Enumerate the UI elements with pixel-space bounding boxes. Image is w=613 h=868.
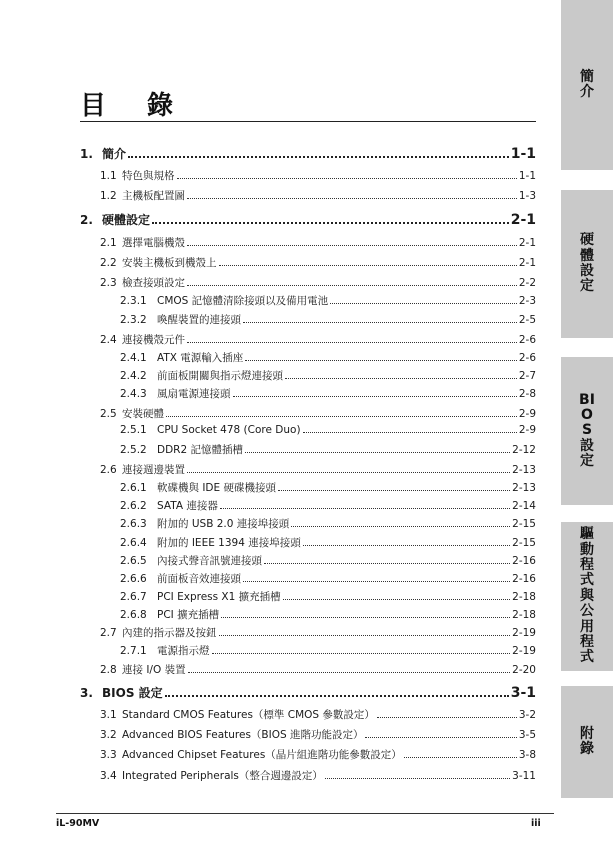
chapter-tab-label: 硬體設定 bbox=[580, 232, 594, 295]
toc-entry-title: Advanced Chipset Features（晶片組進階功能參數設定） bbox=[122, 749, 402, 761]
toc-dot-leader bbox=[243, 575, 510, 582]
toc-entry-title: Standard CMOS Features（標準 CMOS 參數設定） bbox=[122, 709, 375, 721]
toc-dot-leader bbox=[325, 772, 510, 779]
toc-entry[interactable] bbox=[120, 535, 536, 550]
toc-entry-page: 2-18 bbox=[512, 609, 536, 621]
toc-dot-leader bbox=[285, 372, 517, 379]
toc-entry-number: 2.6.8 bbox=[120, 609, 147, 621]
toc-entry-page: 2-16 bbox=[512, 555, 536, 567]
chapter-tab-label: 驅動程式與公用程式 bbox=[580, 526, 594, 666]
toc-entry[interactable] bbox=[120, 516, 536, 531]
toc-entry-number: 2.6.3 bbox=[120, 518, 147, 530]
toc-entry-number: 2.6.5 bbox=[120, 555, 147, 567]
toc-entry[interactable] bbox=[100, 625, 536, 640]
toc-entry-title: ATX 電源輸入插座 bbox=[157, 352, 244, 364]
toc-entry-page: 1-3 bbox=[518, 190, 536, 202]
toc-entry-title: Advanced BIOS Features（BIOS 進階功能設定） bbox=[122, 729, 364, 741]
title-divider bbox=[80, 121, 536, 122]
toc-entry[interactable] bbox=[100, 768, 536, 783]
toc-entry-number: 2.5.1 bbox=[120, 424, 147, 436]
toc-entry[interactable] bbox=[120, 589, 536, 604]
toc-dot-leader bbox=[330, 297, 517, 304]
toc-entry-number: 1.1 bbox=[100, 170, 117, 182]
footer-divider bbox=[56, 813, 554, 814]
toc-entry-title: 連接週邊裝置 bbox=[122, 464, 185, 476]
toc-entry[interactable] bbox=[120, 368, 536, 383]
toc-dot-leader bbox=[264, 557, 510, 564]
toc-entry-title: 硬體設定 bbox=[102, 213, 151, 227]
toc-dot-leader bbox=[245, 354, 517, 361]
toc-entry-number: 2.6 bbox=[100, 464, 117, 476]
toc-dot-leader bbox=[291, 520, 510, 527]
toc-entry[interactable] bbox=[120, 424, 536, 436]
toc-entry[interactable] bbox=[120, 312, 536, 327]
toc-entry[interactable] bbox=[100, 255, 536, 270]
chapter-tab-label: 附錄 bbox=[580, 725, 594, 757]
toc-entry-number: 2.7.1 bbox=[120, 645, 147, 657]
toc-entry-number: 3. bbox=[80, 686, 93, 700]
toc-entry-number: 2.4 bbox=[100, 334, 117, 346]
toc-dot-leader bbox=[187, 336, 517, 343]
toc-dot-leader bbox=[219, 629, 511, 636]
toc-entry-number: 2.5 bbox=[100, 408, 117, 420]
toc-entry-page: 2-13 bbox=[512, 482, 536, 494]
toc-dot-leader bbox=[303, 539, 510, 546]
chapter-tab-drivers-utilities[interactable] bbox=[561, 522, 613, 671]
toc-entry-number: 1. bbox=[80, 147, 93, 161]
toc-entry[interactable] bbox=[120, 480, 536, 495]
toc-dot-leader bbox=[404, 751, 517, 758]
toc-entry-number: 2.6.1 bbox=[120, 482, 147, 494]
chapter-tabs bbox=[561, 0, 613, 868]
toc-entry[interactable] bbox=[100, 747, 536, 762]
toc-entry[interactable] bbox=[100, 462, 536, 477]
toc-entry-page: 2-1 bbox=[510, 212, 536, 228]
toc-dot-leader bbox=[377, 711, 517, 718]
toc-entry-number: 2.6.6 bbox=[120, 573, 147, 585]
toc-entry[interactable] bbox=[120, 386, 536, 401]
toc-entry-title: 安裝硬體 bbox=[122, 408, 164, 420]
toc-entry[interactable] bbox=[100, 275, 536, 290]
toc-entry-page: 2-7 bbox=[518, 370, 536, 382]
toc-entry-page: 2-1 bbox=[518, 257, 536, 269]
toc-entry-title: 電源指示燈 bbox=[157, 645, 210, 657]
toc-entry-page: 3-8 bbox=[518, 749, 536, 761]
toc-entry-page: 2-19 bbox=[512, 627, 536, 639]
toc-entry-number: 3.1 bbox=[100, 709, 117, 721]
toc-entry-title: 附加的 USB 2.0 連接埠接頭 bbox=[157, 518, 290, 530]
chapter-tab-appendix[interactable] bbox=[561, 686, 613, 798]
toc-entry-number: 3.2 bbox=[100, 729, 117, 741]
toc-entry-title: 內建的指示器及按鈕 bbox=[122, 627, 217, 639]
toc-entry-title: 特色與規格 bbox=[122, 170, 175, 182]
toc-dot-leader bbox=[283, 593, 511, 600]
toc-entry-number: 3.3 bbox=[100, 749, 117, 761]
toc-entry-number: 2.2 bbox=[100, 257, 117, 269]
toc-entry-title: 選擇電腦機殼 bbox=[122, 237, 185, 249]
toc-entry-title: 軟碟機與 IDE 硬碟機接頭 bbox=[157, 482, 276, 494]
toc-entry-page: 2-16 bbox=[512, 573, 536, 585]
toc-entry[interactable] bbox=[80, 145, 536, 162]
toc-entry-page: 2-19 bbox=[512, 645, 536, 657]
toc-entry-number: 2.6.7 bbox=[120, 591, 147, 603]
toc-entry[interactable] bbox=[100, 707, 536, 722]
toc-entry-page: 2-15 bbox=[512, 518, 536, 530]
toc-entry[interactable] bbox=[100, 188, 536, 203]
toc-entry-page: 2-1 bbox=[518, 237, 536, 249]
toc-entry-title: 附加的 IEEE 1394 連接埠接頭 bbox=[157, 537, 301, 549]
toc-entry-number: 1.2 bbox=[100, 190, 117, 202]
toc-entry-page: 2-2 bbox=[518, 277, 536, 289]
toc-dot-leader bbox=[243, 316, 517, 323]
toc-entry[interactable] bbox=[100, 235, 536, 250]
chapter-tab-hardware-setup[interactable] bbox=[561, 190, 613, 338]
toc-entry-page: 2-12 bbox=[512, 444, 536, 456]
toc-entry-page: 2-20 bbox=[512, 664, 536, 676]
toc-entry[interactable] bbox=[120, 607, 536, 622]
toc-dot-leader bbox=[165, 688, 509, 697]
toc-dot-leader bbox=[177, 172, 517, 179]
toc-entry-title: 前面板開關與指示燈連接頭 bbox=[157, 370, 283, 382]
toc-dot-leader bbox=[166, 410, 517, 417]
toc-entry-title: BIOS 設定 bbox=[102, 686, 163, 700]
page-title: 目 錄 bbox=[80, 91, 190, 121]
toc-entry-number: 2.8 bbox=[100, 664, 117, 676]
toc-entry-page: 2-9 bbox=[518, 424, 536, 436]
toc-entry[interactable] bbox=[120, 553, 536, 568]
toc-entry-page: 3-2 bbox=[518, 709, 536, 721]
toc-entry-number: 2.4.2 bbox=[120, 370, 147, 382]
toc-entry[interactable] bbox=[100, 332, 536, 347]
toc-entry[interactable] bbox=[100, 662, 536, 677]
toc-entry-title: PCI Express X1 擴充插槽 bbox=[157, 591, 281, 603]
toc-entry-title: DDR2 記憶體插槽 bbox=[157, 444, 243, 456]
toc-entry-title: Integrated Peripherals（整合週邊設定） bbox=[122, 770, 323, 782]
footer-model: iL-90MV bbox=[56, 818, 100, 829]
toc-dot-leader bbox=[187, 466, 510, 473]
toc-entry-number: 2.4.3 bbox=[120, 388, 147, 400]
toc-dot-leader bbox=[233, 390, 517, 397]
toc-entry-page: 2-18 bbox=[512, 591, 536, 603]
toc-entry-page: 3-11 bbox=[512, 770, 536, 782]
toc-entry-number: 2.3.1 bbox=[120, 295, 147, 307]
toc-dot-leader bbox=[303, 426, 517, 433]
toc-entry-number: 2.3 bbox=[100, 277, 117, 289]
toc-entry-title: 連接 I/O 裝置 bbox=[122, 664, 186, 676]
toc-entry-title: 安裝主機板到機殼上 bbox=[122, 257, 217, 269]
toc-entry[interactable] bbox=[120, 571, 536, 586]
toc-entry-page: 1-1 bbox=[518, 170, 536, 182]
toc-entry-title: 喚醒裝置的連接頭 bbox=[157, 314, 241, 326]
toc-dot-leader bbox=[220, 502, 510, 509]
footer-page-number: iii bbox=[531, 818, 541, 829]
toc-dot-leader bbox=[188, 666, 511, 673]
chapter-tab-intro[interactable] bbox=[561, 0, 613, 170]
toc-entry-page: 2-6 bbox=[518, 334, 536, 346]
toc-entry-page: 1-1 bbox=[510, 146, 536, 162]
toc-entry-page: 2-6 bbox=[518, 352, 536, 364]
chapter-tab-bios-setup[interactable] bbox=[561, 357, 613, 505]
toc-dot-leader bbox=[212, 647, 511, 654]
toc-entry[interactable] bbox=[120, 350, 536, 365]
toc-entry-page: 2-9 bbox=[518, 408, 536, 420]
toc-entry-title: 主機板配置圖 bbox=[122, 190, 185, 202]
toc-entry[interactable] bbox=[120, 442, 536, 457]
toc-entry-title: 風扇電源連接頭 bbox=[157, 388, 231, 400]
toc-dot-leader bbox=[187, 192, 517, 199]
toc-entry[interactable] bbox=[120, 293, 536, 308]
toc-entry-title: PCI 擴充插槽 bbox=[157, 609, 220, 621]
toc-entry-number: 2. bbox=[80, 213, 93, 227]
toc-entry[interactable] bbox=[80, 211, 536, 228]
toc-entry-page: 2-15 bbox=[512, 537, 536, 549]
toc-entry-number: 2.5.2 bbox=[120, 444, 147, 456]
toc-entry[interactable] bbox=[120, 643, 536, 658]
toc-entry-number: 2.3.2 bbox=[120, 314, 147, 326]
toc-entry[interactable] bbox=[100, 168, 536, 183]
toc-entry-title: 簡介 bbox=[102, 147, 127, 161]
toc-dot-leader bbox=[221, 611, 510, 618]
toc-entry-title: 檢查接頭設定 bbox=[122, 277, 185, 289]
toc-entry-title: SATA 連接器 bbox=[157, 500, 218, 512]
toc-dot-leader bbox=[245, 446, 510, 453]
toc-entry-number: 2.6.4 bbox=[120, 537, 147, 549]
toc-entry-number: 2.7 bbox=[100, 627, 117, 639]
toc-entry-title: CPU Socket 478 (Core Duo) bbox=[157, 424, 301, 436]
toc-entry-page: 2-14 bbox=[512, 500, 536, 512]
toc-entry-page: 2-3 bbox=[518, 295, 536, 307]
chapter-tab-label: 簡介 bbox=[580, 68, 594, 100]
toc-dot-leader bbox=[128, 149, 509, 158]
toc-entry-title: 內接式聲音訊號連接頭 bbox=[157, 555, 262, 567]
toc-entry-number: 2.6.2 bbox=[120, 500, 147, 512]
toc-dot-leader bbox=[219, 259, 517, 266]
toc-dot-leader bbox=[152, 215, 509, 224]
toc-entry[interactable] bbox=[80, 684, 536, 701]
toc-dot-leader bbox=[187, 239, 517, 246]
toc-entry-page: 2-5 bbox=[518, 314, 536, 326]
toc-entry[interactable] bbox=[100, 727, 536, 742]
toc-dot-leader bbox=[278, 484, 510, 491]
toc-entry-page: 3-5 bbox=[518, 729, 536, 741]
toc-entry[interactable] bbox=[100, 406, 536, 421]
toc-entry-title: 連接機殼元件 bbox=[122, 334, 185, 346]
toc-entry-number: 3.4 bbox=[100, 770, 117, 782]
toc-entry-number: 2.4.1 bbox=[120, 352, 147, 364]
toc-entry-page: 3-1 bbox=[510, 685, 536, 701]
toc-entry[interactable] bbox=[120, 498, 536, 513]
toc-entry-page: 2-13 bbox=[512, 464, 536, 476]
toc-entry-title: 前面板音效連接頭 bbox=[157, 573, 241, 585]
chapter-tab-label: BIOS設定 bbox=[579, 391, 595, 470]
toc-dot-leader bbox=[365, 731, 516, 738]
toc-entry-page: 2-8 bbox=[518, 388, 536, 400]
toc-entry-title: CMOS 記憶體清除接頭以及備用電池 bbox=[157, 295, 329, 307]
toc-entry-number: 2.1 bbox=[100, 237, 117, 249]
toc-dot-leader bbox=[187, 279, 517, 286]
